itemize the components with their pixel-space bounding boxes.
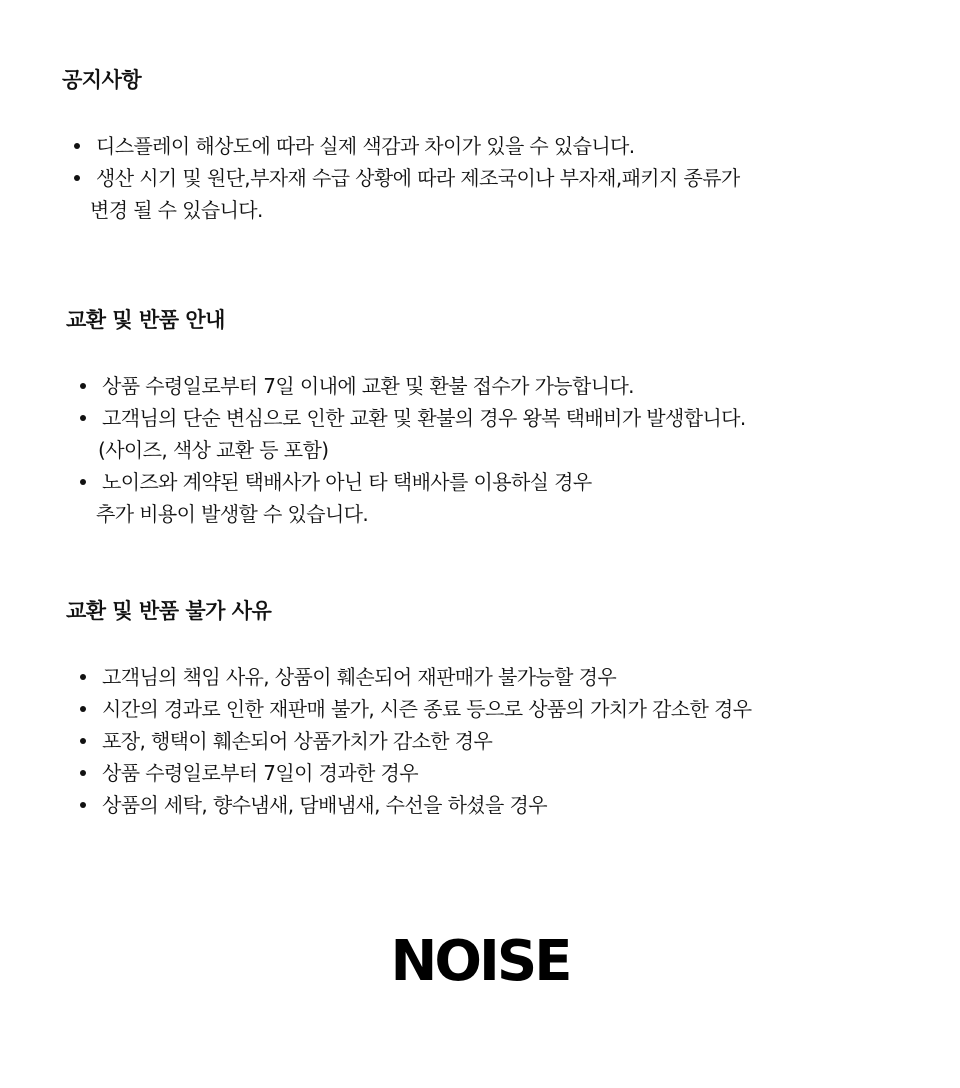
bullet-icon xyxy=(74,175,80,181)
bullet-icon xyxy=(80,415,86,421)
list-item-text: 상품 수령일로부터 7일 이내에 교환 및 환불 접수가 가능합니다. xyxy=(102,374,634,398)
list-item-text: 고객님의 단순 변심으로 인한 교환 및 환불의 경우 왕복 택배비가 발생합니다. xyxy=(102,406,746,430)
list-item-text-continued: 추가 비용이 발생할 수 있습니다. xyxy=(96,502,369,526)
non-returnable-reasons-title: 교환 및 반품 불가 사유 xyxy=(66,599,272,623)
list-item-text: 생산 시기 및 원단,부자재 수급 상황에 따라 제조국이나 부자재,패키지 종류가 xyxy=(96,166,740,190)
list-item-text: 노이즈와 계약된 택배사가 아닌 타 택배사를 이용하실 경우 xyxy=(102,470,592,494)
list-item xyxy=(80,402,960,466)
list-item-text: 상품 수령일로부터 7일이 경과한 경우 xyxy=(102,761,418,785)
list-item-text: 포장, 행택이 훼손되어 상품가치가 감소한 경우 xyxy=(102,729,493,753)
notice-title: 공지사항 xyxy=(62,68,142,92)
non-returnable-reasons-list xyxy=(80,661,960,821)
list-item xyxy=(80,693,960,725)
non-returnable-reasons-section xyxy=(0,597,960,821)
notice-section xyxy=(0,66,960,226)
list-item xyxy=(74,162,960,226)
list-item xyxy=(80,789,960,821)
list-item xyxy=(80,757,960,789)
bullet-icon xyxy=(80,770,86,776)
exchange-return-guide-list xyxy=(80,370,960,530)
noise-logo: NOISE xyxy=(390,929,570,994)
list-item xyxy=(80,661,960,693)
list-item xyxy=(80,725,960,757)
bullet-icon xyxy=(80,738,86,744)
list-item-text-continued: (사이즈, 색상 교환 등 포함) xyxy=(98,438,329,462)
list-item-text: 시간의 경과로 인한 재판매 불가, 시즌 종료 등으로 상품의 가치가 감소한 경우 xyxy=(102,697,752,721)
bullet-icon xyxy=(80,383,86,389)
list-item-text: 디스플레이 해상도에 따라 실제 색감과 차이가 있을 수 있습니다. xyxy=(96,134,635,158)
list-item xyxy=(80,370,960,402)
bullet-icon xyxy=(74,143,80,149)
bullet-icon xyxy=(80,674,86,680)
list-item xyxy=(80,466,960,530)
exchange-return-guide-title: 교환 및 반품 안내 xyxy=(66,308,225,332)
bullet-icon xyxy=(80,706,86,712)
bullet-icon xyxy=(80,802,86,808)
bullet-icon xyxy=(80,479,86,485)
list-item-text-continued: 변경 될 수 있습니다. xyxy=(90,198,263,222)
list-item xyxy=(74,130,960,162)
notice-list xyxy=(74,130,960,226)
list-item-text: 고객님의 책임 사유, 상품이 훼손되어 재판매가 불가능할 경우 xyxy=(102,665,617,689)
list-item-text: 상품의 세탁, 향수냄새, 담배냄새, 수선을 하셨을 경우 xyxy=(102,793,547,817)
exchange-return-guide-section xyxy=(0,306,960,530)
